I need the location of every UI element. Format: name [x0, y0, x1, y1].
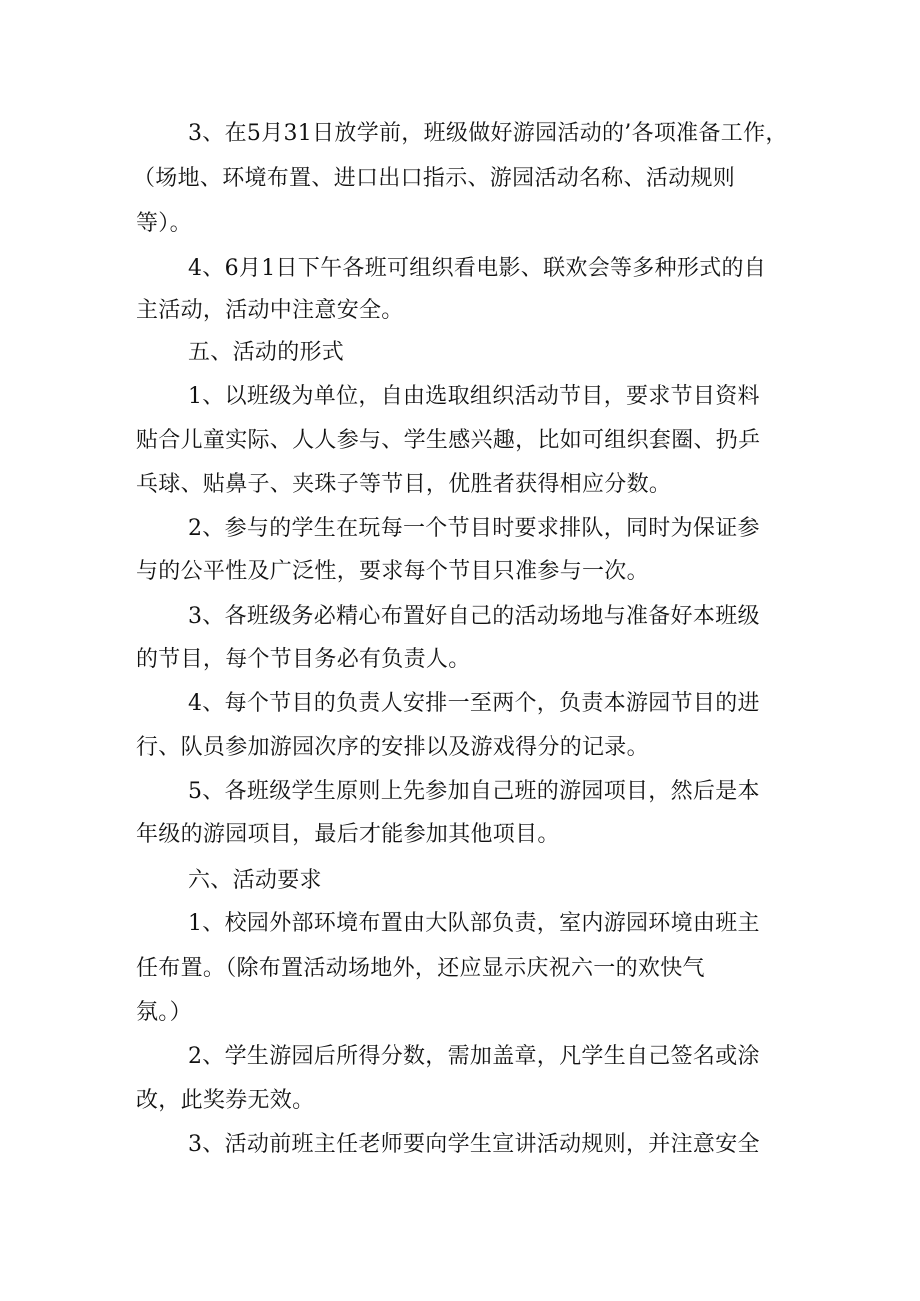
- text-line: 4、6月1日下午各班可组织看电影、联欢会等多种形式的自: [188, 256, 767, 281]
- text-line: 乓球、贴鼻子、夹珠子等节目，优胜者获得相应分数。: [136, 472, 672, 497]
- text-line: 2、学生游园后所得分数，需加盖章，凡学生自己签名或涂: [188, 1044, 760, 1069]
- text-line: 4、每个节目的负责人安排一至两个，负责本游园节目的进: [188, 691, 760, 716]
- text-line: 1、以班级为单位，自由选取组织活动节目，要求节目资料: [188, 384, 760, 409]
- section-heading: 五、活动的形式: [188, 340, 345, 365]
- text-line: 贴合儿童实际、人人参与、学生感兴趣，比如可组织套圈、扔乒: [136, 428, 761, 453]
- text-line: 年级的游园项目，最后才能参加其他项目。: [136, 822, 560, 847]
- text-line: 与的公平性及广泛性，要求每个节目只准参与一次。: [136, 559, 649, 584]
- section-heading: 六、活动要求: [188, 868, 322, 893]
- text-line: 的节目，每个节目务必有负责人。: [136, 647, 471, 672]
- text-line: 5、各班级学生原则上先参加自己班的游园项目，然后是本: [188, 779, 760, 804]
- text-line: （场地、环境布置、进口出口指示、游园活动名称、活动规则: [133, 166, 736, 191]
- text-line: 等）。: [136, 211, 192, 236]
- text-line: 3、活动前班主任老师要向学生宣讲活动规则，并注意安全: [188, 1132, 760, 1157]
- text-line: 2、参与的学生在玩每一个节目时要求排队，同时为保证参: [188, 516, 760, 541]
- text-line: 氛。）: [136, 1000, 192, 1025]
- text-line: 3、在5月31日放学前，班级做好游园活动的’各项准备工作，: [188, 121, 788, 146]
- text-line: 1、校园外部环境布置由大队部负责，室内游园环境由班主: [188, 911, 760, 936]
- text-line: 改，此奖券无效。: [136, 1088, 315, 1113]
- text-line: 任布置。（除布置活动场地外，还应显示庆祝六一的欢快气: [136, 956, 705, 981]
- text-line: 行、队员参加游园次序的安排以及游戏得分的记录。: [136, 735, 649, 760]
- text-line: 3、各班级务必精心布置好自己的活动场地与准备好本班级: [188, 604, 760, 629]
- text-line: 主活动，活动中注意安全。: [136, 298, 404, 323]
